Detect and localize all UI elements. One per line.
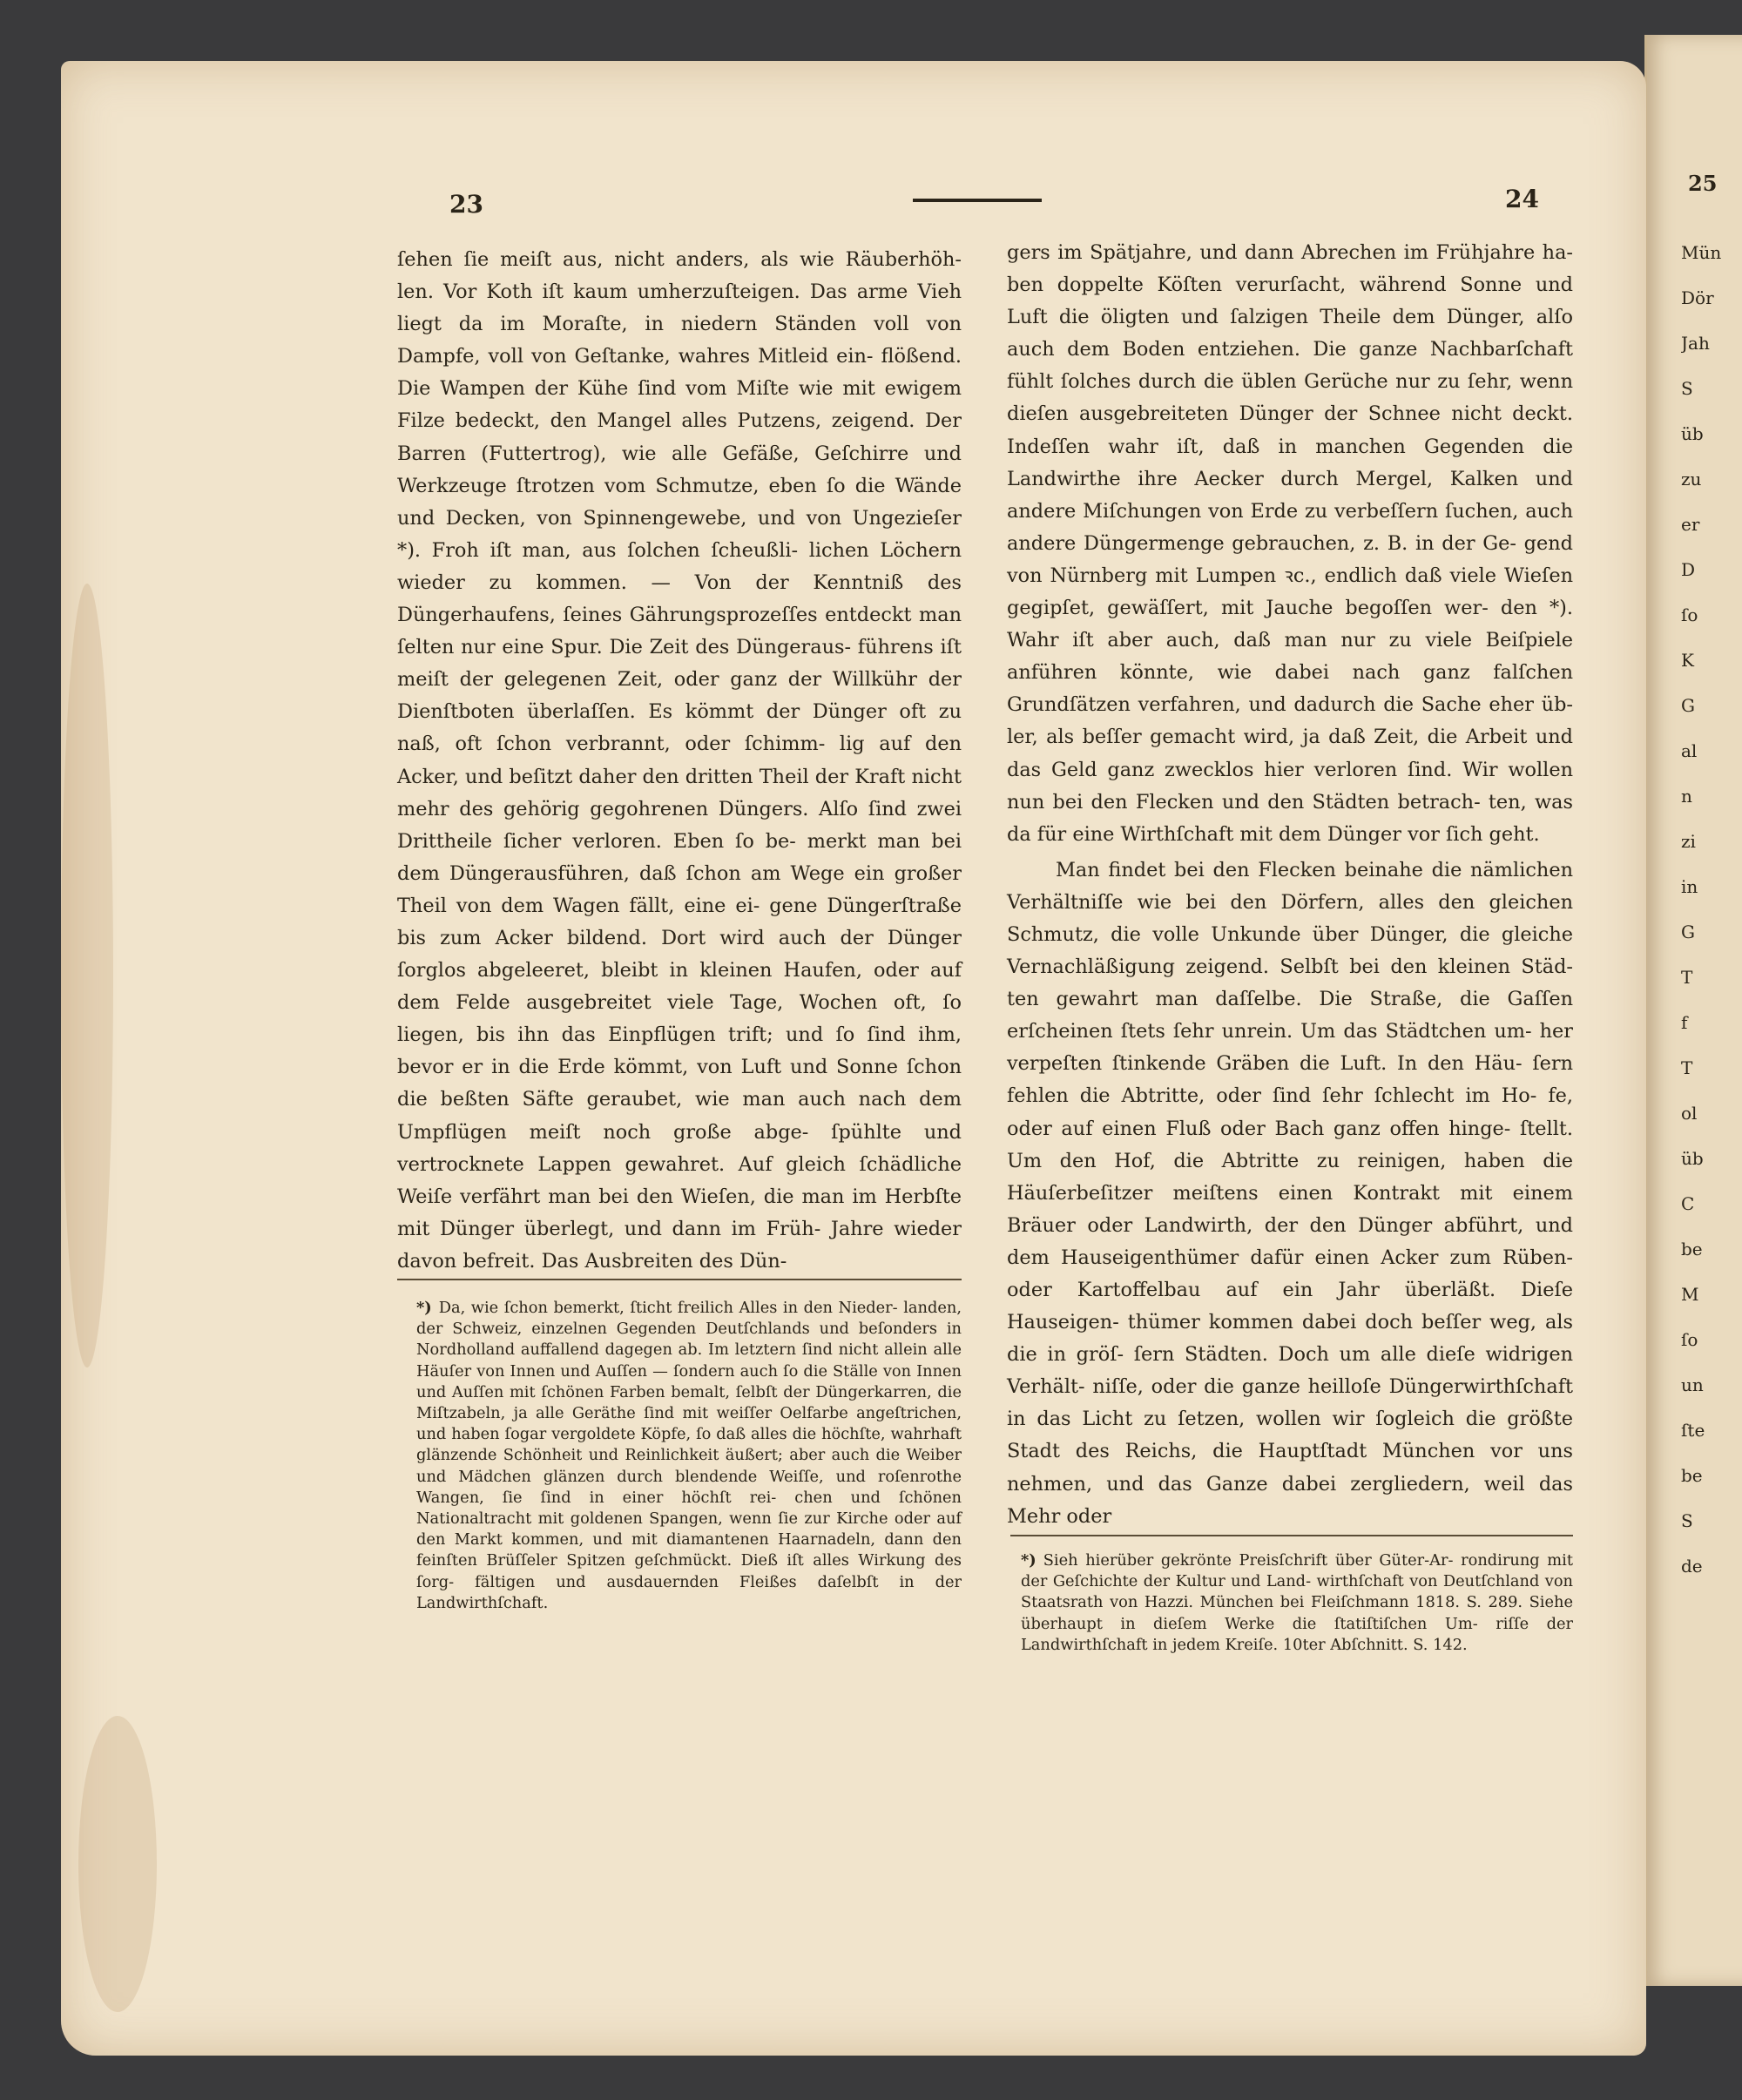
next-page-fragment: be xyxy=(1681,1239,1703,1259)
next-page-fragment: n xyxy=(1681,786,1692,807)
right-footnote-mark: *) xyxy=(1021,1551,1036,1570)
next-page-fragment: in xyxy=(1681,876,1698,897)
right-footnote-text: Sieh hierüber gekrönte Preisſchrift über Güter-Ar- rondirung mit der Geſchichte der Kultur und Land- wirthſchaft von Deutſchland von Staatsrath von Hazzi. München bei Fleiſchmann 1818. S. 289. Siehe überhaupt in dieſem Werke die ſtatiſtiſchen Um- riſſe der Landwirthſchaft in jedem Kreiſe. 10ter Abſchnitt. S. 142. xyxy=(1021,1551,1573,1654)
right-footnote xyxy=(1021,1550,1573,1656)
next-page-fragment: ol xyxy=(1681,1103,1698,1124)
next-page-fragment: zu xyxy=(1681,469,1702,490)
left-footnote-text: Da, wie ſchon bemerkt, ſticht freilich Alles in den Nieder- landen, der Schweiz, einzelnen Gegenden Deutſchlands und beſonders in Nordholland auffallend dagegen ab. Im letztern ſind nicht allein alle Häuſer von Innen und Auſſen — ſondern auch ſo die Ställe von Innen und Auſſen mit ſchönen Farben bemalt, ſelbſt der Düngerkarren, die Miſtzabeln, ja alle Geräthe ſind mit weiſſer Oelfarbe angeſtrichen, und haben ſogar vergoldete Köpfe, ſo daß alles die höchſte, wahrhaft glänzende Schönheit und Reinlichkeit äußert; aber auch die Weiber und Mädchen glänzen durch blendende Weiſſe, und roſenrothe Wangen, ſie ſind in einer höchſt rei- chen und ſchönen Nationaltracht mit goldenen Spangen, wenn ſie zur Kirche oder auf den Markt kommen, und mit diamantenen Haarnadeln, dann den feinſten Brüſſeler Spitzen geſchmückt. Dieß iſt alles Wirkung des ſorg- fältigen und ausdauernden Fleißes daſelbſt in der Landwirthſchaft. xyxy=(416,1299,962,1612)
next-page-fragment: er xyxy=(1681,514,1700,535)
next-page-fragment: S xyxy=(1681,1510,1693,1531)
next-page-fragment: D xyxy=(1681,559,1696,580)
left-footnote-rule xyxy=(397,1279,962,1280)
left-footnote-mark: *) xyxy=(416,1299,432,1317)
next-page-fragment: T xyxy=(1681,1057,1693,1078)
page-stain xyxy=(61,584,113,1367)
left-footnote xyxy=(416,1298,962,1614)
next-page-fragment: üb xyxy=(1681,423,1704,444)
next-page-fragment: f xyxy=(1681,1012,1688,1033)
right-footnote-rule xyxy=(1010,1535,1573,1536)
next-page-fragment: M xyxy=(1681,1284,1699,1305)
next-page-fragment: Mün xyxy=(1681,242,1722,263)
next-page-fragment: zi xyxy=(1681,831,1696,852)
next-page-fragment: Dör xyxy=(1681,287,1714,308)
next-page-fragment: ſo xyxy=(1681,1329,1698,1350)
next-page-text-fragments xyxy=(1681,230,1742,1589)
page-stain xyxy=(78,1716,157,2012)
next-page-fragment: ſo xyxy=(1681,604,1698,625)
next-page-fragment: be xyxy=(1681,1465,1703,1486)
next-page-fragment: Jah xyxy=(1681,333,1710,354)
next-page-fragment: al xyxy=(1681,740,1698,761)
next-page-fragment: T xyxy=(1681,967,1693,988)
next-page-fragment: K xyxy=(1681,650,1694,671)
right-paragraph-1: gers im Spätjahre, und dann Abrechen im Frühjahre ha- ben doppelte Köſten verurſacht, während Sonne und Luft die öligten und ſalzigen Theile dem Dünger, alſo auch dem Boden entziehen. Die ganze Nachbarſchaft fühlt ſolches durch die üblen Gerüche nur zu ſehr, wenn dieſen ausgebreiteten Dünger der Schnee nicht deckt. Indeſſen wahr iſt, daß in manchen Gegenden die Landwirthe ihre Aecker durch Mergel, Kalken und andere Miſchungen von Erde zu verbeſſern ſuchen, auch andere Düngermenge gebrauchen, z. B. in der Ge- gend von Nürnberg mit Lumpen ꝛc., endlich daß viele Wieſen gegipſet, gewäſſert, mit Jauche begoſſen wer- den *). Wahr iſt aber auch, daß man nur zu viele Beiſpiele anführen könnte, wie dabei nach ganz falſchen Grundſätzen verfahren, und dadurch die Sache eher üb- ler, als beſſer gemacht wird, ja daß Zeit, die Arbeit und das Geld ganz zwecklos hier verloren ſind. Wir wollen nun bei den Flecken und den Städten betrach- ten, was da für eine Wirthſchaft mit dem Dünger vor ſich geht. xyxy=(1007,241,1573,846)
next-page-fragment: un xyxy=(1681,1374,1704,1395)
next-page-fragment: ſte xyxy=(1681,1420,1705,1441)
left-page-number: 23 xyxy=(449,190,483,219)
left-column-text: ſehen ſie meiſt aus, nicht anders, als wie Räuberhöh- len. Vor Koth iſt kaum umherzuſteigen. Das arme Vieh liegt da im Moraſte, in niedern Ständen voll von Dampfe, voll von Geſtanke, wahres Mitleid ein- flößend. Die Wampen der Kühe ſind vom Miſte wie mit ewigem Filze bedeckt, den Mangel alles Putzens, zeigend. Der Barren (Futtertrog), wie alle Gefäße, Geſchirre und Werkzeuge ſtrotzen vom Schmutze, eben ſo die Wände und Decken, von Spinnengewebe, und von Ungezieſer *). Froh iſt man, aus ſolchen ſcheußli- lichen Löchern wieder zu kommen. — Von der Kenntniß des Düngerhaufens, ſeines Gährungsprozeſſes entdeckt man ſelten nur eine Spur. Die Zeit des Düngeraus- führens iſt meiſt der gelegenen Zeit, oder ganz der Willkühr der Dienſtboten überlaſſen. Es kömmt der Dünger oft zu naß, oft ſchon verbrannt, oder ſchimm- lig auf den Acker, und beſitzt daher den dritten Theil der Kraft nicht mehr des gehörig gegohrenen Düngers. Alſo ſind zwei Drittheile ſicher verloren. Eben ſo be- merkt man bei dem Düngerausführen, daß ſchon am Wege ein großer Theil von dem Wagen fällt, eine ei- gene Düngerſtraße bis zum Acker bildend. Dort wird auch der Dünger ſorglos abgeleeret, bleibt in kleinen Haufen, oder auf dem Felde ausgebreitet viele Tage, Wochen oft, ſo liegen, bis ihn das Einpflügen trift; und ſo ſind ihm, bevor er in die Erde kömmt, von Luft und Sonne ſchon die beßten Säfte geraubet, wie man auch nach dem Umpflügen meiſt noch große abge- ſpühlte und vertrocknete Lappen gewahret. Auf gleich ſchädliche Weiſe verfährt man bei den Wieſen, die man im Herbſte mit Dünger überlegt, und dann im Früh- Jahre wieder davon befreit. Das Ausbreiten des Dün- xyxy=(397,248,962,1273)
next-page-fragment: de xyxy=(1681,1556,1703,1577)
next-page-fragment: C xyxy=(1681,1193,1695,1214)
next-page-number-fragment: 25 xyxy=(1688,171,1718,196)
left-column xyxy=(397,244,962,1278)
header-rule xyxy=(913,199,1042,202)
next-page-fragment: S xyxy=(1681,378,1693,399)
next-page-fragment: G xyxy=(1681,922,1695,942)
right-column xyxy=(1007,237,1573,1533)
next-page-fragment: üb xyxy=(1681,1148,1704,1169)
right-paragraph-2: Man findet bei den Flecken beinahe die nämlichen Verhältniſſe wie bei den Dörfern, alles den gleichen Schmutz, die volle Unkunde über Dünger, die gleiche Vernachläßigung zeigend. Selbſt bei den kleinen Städ- ten gewahrt man daſſelbe. Die Straße, die Gaſſen erſcheinen ſtets ſehr unrein. Um das Städtchen um- her verpeſten ſtinkende Gräben die Luft. In den Häu- ſern fehlen die Abtritte, oder ſind ſehr ſchlecht im Ho- fe, oder auf einen Fluß oder Bach ganz offen hinge- ſtellt. Um den Hof, die Abtritte zu reinigen, haben die Häuſerbeſitzer meiſtens einen Kontrakt mit einem Bräuer oder Landwirth, der den Dünger abführt, und dem Hauseigenthümer dafür einen Acker zum Rüben- oder Kartoffelbau auf ein Jahr überläßt. Dieſe Hauseigen- thümer kommen dabei doch beſſer weg, als die in gröſ- ſern Städten. Doch um alle dieſe widrigen Verhält- niſſe, oder die ganze heilloſe Düngerwirthſchaft in das Licht zu ſetzen, wollen wir ſogleich die größte Stadt des Reichs, die Hauptſtadt München vor uns nehmen, und das Ganze dabei zergliedern, weil das Mehr oder xyxy=(1007,858,1573,1528)
next-page-fragment: G xyxy=(1681,695,1695,716)
right-page-number: 24 xyxy=(1505,185,1539,213)
